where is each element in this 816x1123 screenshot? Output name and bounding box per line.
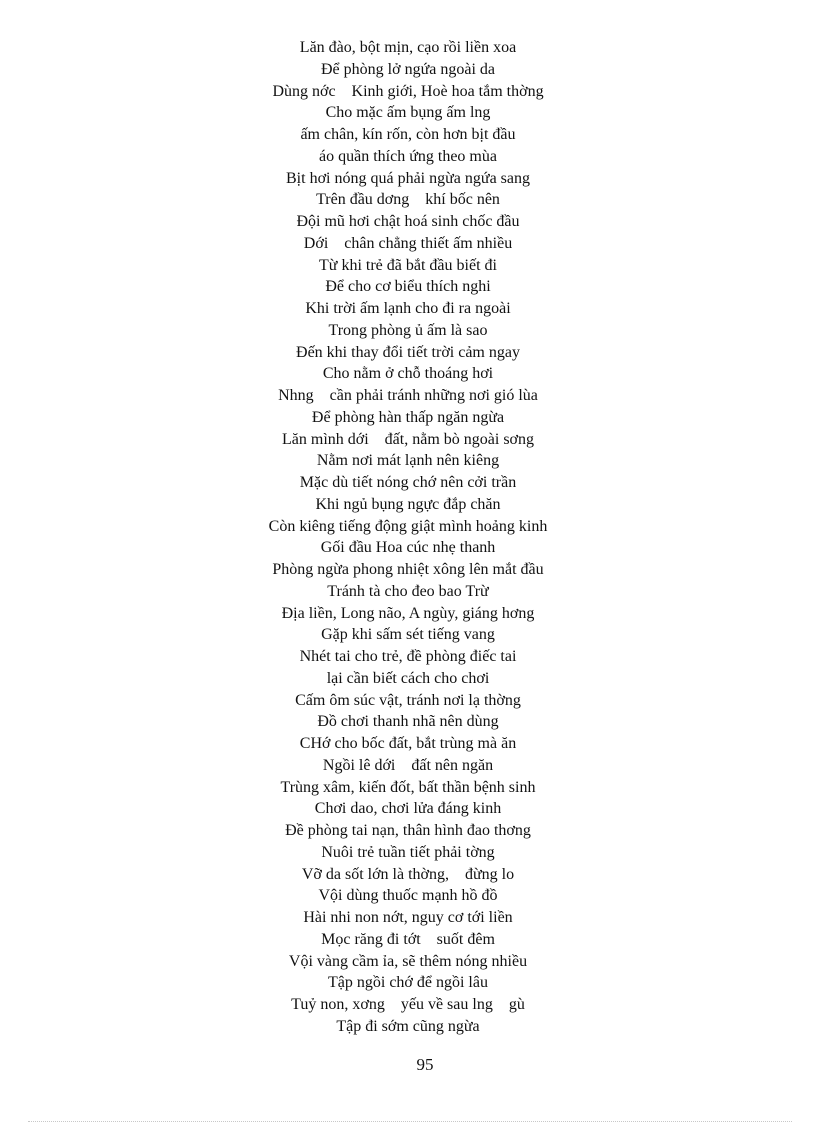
poem-body bbox=[0, 37, 816, 1038]
poem-line: Hài nhi non nớt, nguy cơ tới liền bbox=[303, 909, 513, 926]
poem-line: Lăn đào, bột mịn, cạo rồi liền xoa bbox=[299, 39, 517, 56]
poem-line: Tập đi sớm cũng ngừa bbox=[336, 1017, 480, 1035]
poem-line: Từ khi trẻ đã bắt đầu biết đi bbox=[319, 256, 497, 274]
poem-line: Nhét tai cho trẻ, đề phòng điếc tai bbox=[299, 648, 517, 665]
poem-line: Khi ngủ bụng ngực đắp chăn bbox=[315, 495, 501, 513]
poem-line: Để phòng lở ngứa ngoài da bbox=[321, 60, 495, 78]
poem-line: Mặc dù tiết nóng chớ nên cởi trần bbox=[299, 474, 517, 491]
poem-line: Để cho cơ biểu thích nghi bbox=[325, 278, 491, 296]
poem-line: Phòng ngừa phong nhiệt xông lên mắt đầu bbox=[272, 561, 544, 578]
poem-line: Bịt hơi nóng quá phải ngừa ngứa sang bbox=[286, 169, 530, 187]
poem-line: Vội dùng thuốc mạnh hồ đồ bbox=[318, 887, 498, 905]
poem-line: Nhng cần phải tránh những nơi gió lùa bbox=[278, 387, 538, 404]
poem-line: Vỡ da sốt lớn là thờng, đừng lo bbox=[301, 865, 515, 883]
poem-line: Cho mặc ấm bụng ấm lng bbox=[325, 104, 491, 122]
poem-line: Còn kiêng tiếng động giật mình hoảng kinh bbox=[268, 517, 548, 535]
poem-line: Đội mũ hơi chật hoá sinh chốc đầu bbox=[296, 213, 520, 230]
poem-line: Gặp khi sấm sét tiếng vang bbox=[321, 626, 495, 644]
poem-line: Cấm ôm súc vật, tránh nơi lạ thờng bbox=[295, 691, 521, 709]
page-bottom-divider bbox=[28, 1121, 792, 1122]
poem-line: Chơi dao, chơi lửa đáng kinh bbox=[314, 800, 502, 818]
poem-line: Dùng nớc Kinh giới, Hoè hoa tắm thờng bbox=[272, 82, 544, 100]
poem-line: Tránh tà cho đeo bao Trừ bbox=[327, 582, 489, 600]
poem-line: Tập ngồi chớ để ngồi lâu bbox=[328, 974, 488, 992]
poem-line: Đồ chơi thanh nhã nên dùng bbox=[317, 713, 499, 731]
poem-line: Nuôi trẻ tuần tiết phải tờng bbox=[321, 843, 495, 861]
poem-line: CHớ cho bốc đất, bắt trùng mà ăn bbox=[299, 735, 517, 752]
poem-line: Trên đầu dơng khí bốc nên bbox=[316, 191, 500, 209]
poem-line: Tuỷ non, xơng yếu về sau lng gù bbox=[291, 996, 525, 1013]
poem-line: Dới chân chẳng thiết ấm nhiều bbox=[303, 234, 513, 252]
poem-line: Đề phòng tai nạn, thân hình đao thơng bbox=[285, 822, 531, 839]
poem-line: Khi trời ấm lạnh cho đi ra ngoài bbox=[305, 300, 511, 317]
poem-line: Lăn mình dới đất, nằm bò ngoài sơng bbox=[282, 430, 534, 448]
poem-line: lại cần biết cách cho chơi bbox=[326, 669, 490, 687]
poem-line: Địa liền, Long não, A ngùy, giáng hơng bbox=[281, 604, 535, 622]
poem-line: Nằm nơi mát lạnh nên kiêng bbox=[316, 452, 500, 470]
poem-line: Gối đầu Hoa cúc nhẹ thanh bbox=[320, 539, 496, 557]
poem-line: Cho nằm ở chỗ thoáng hơi bbox=[322, 365, 494, 383]
poem-line: Đến khi thay đổi tiết trời cảm ngay bbox=[296, 343, 520, 361]
poem-line: Trùng xâm, kiến đốt, bất thần bệnh sinh bbox=[280, 778, 536, 796]
poem-line: Trong phòng ủ ấm là sao bbox=[328, 321, 488, 339]
page-number: 95 bbox=[416, 1055, 434, 1074]
poem-line: Ngồi lê dới đất nên ngăn bbox=[322, 756, 494, 774]
poem-line: Vội vàng cầm ỉa, sẽ thêm nóng nhiều bbox=[288, 952, 528, 970]
poem-line: áo quần thích ứng theo mùa bbox=[319, 147, 497, 165]
poem-line: Mọc răng đi tớt suốt đêm bbox=[321, 930, 495, 948]
poem-line: Để phòng hàn thấp ngăn ngừa bbox=[311, 408, 505, 426]
poem-line: ấm chân, kín rốn, còn hơn bịt đầu bbox=[300, 126, 516, 143]
